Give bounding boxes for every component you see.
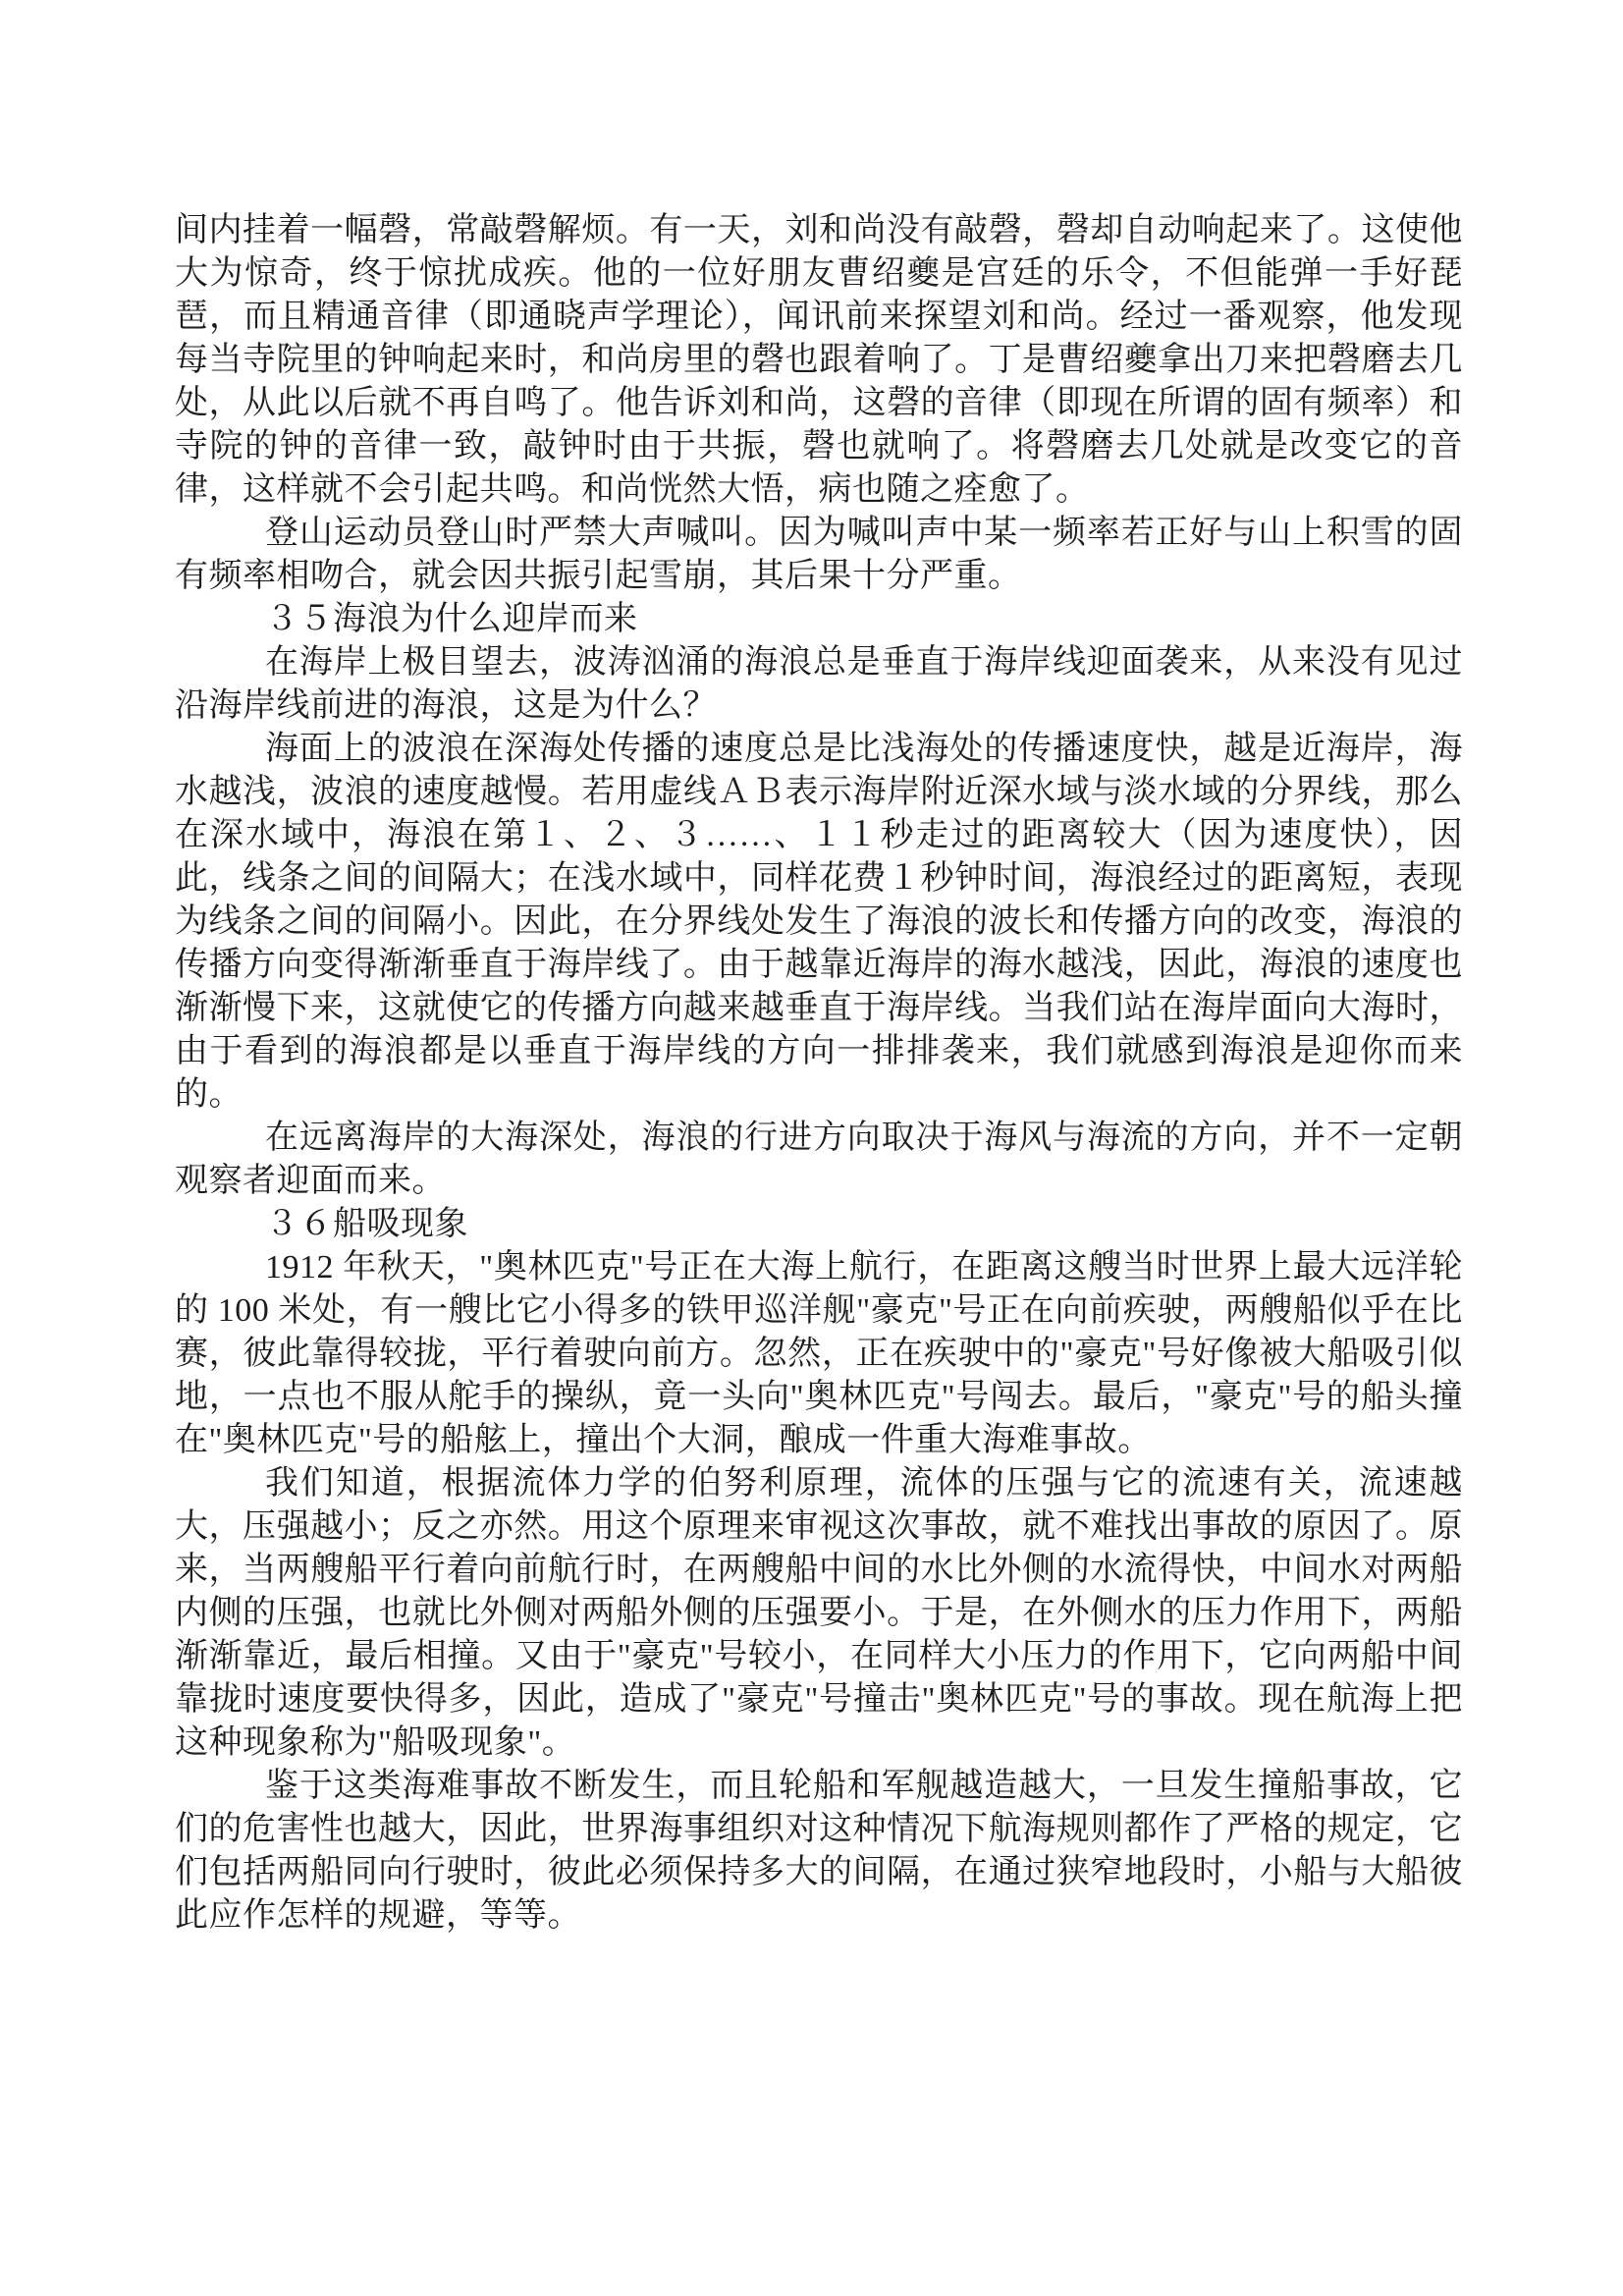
paragraph-qing-story-continuation: 间内挂着一幅磬，常敲磬解烦。有一天，刘和尚没有敲磬，磬却自动响起来了。这使他大为惊奇，终于惊扰成疾。他的一位好朋友曹绍夔是宫廷的乐令，不但能弹一手好琵琶，而且精通音律（即通晓声学理论），闻讯前来探望刘和尚。经过一番观察，他发现每当寺院里的钟响起来时，和尚房里的磬也跟着响了。丁是曹绍夔拿出刀来把磬磨去几处，从此以后就不再自鸣了。他告诉刘和尚，这磬的音律（即现在所谓的固有频率）和寺院的钟的音律一致，敲钟时由于共振，磬也就响了。将磬磨去几处就是改变它的音律，这样就不会引起共鸣。和尚恍然大悟，病也随之痊愈了。 xyxy=(175,212,1463,508)
paragraph-deep-sea-waves: 在远离海岸的大海深处，海浪的行进方向取决于海风与海流的方向，并不一定朝观察者迎面而来。 xyxy=(175,1120,1463,1199)
paragraph-waves-explanation: 海面上的波浪在深海处传播的速度总是比浅海处的传播速度快，越是近海岸，海水越浅，波浪的速度越慢。若用虚线ＡＢ表示海岸附近深水域与淡水域的分界线，那么在深水域中，海浪在第１、２、３……、１１秒走过的距离较大（因为速度快），因此，线条之间的间隔大；在浅水域中，同样花费１秒钟时间，海浪经过的距离短，表现为线条之间的间隔小。因此，在分界线处发生了海浪的波长和传播方向的改变，海浪的传播方向变得渐渐垂直于海岸线了。由于越靠近海岸的海水越浅，因此，海浪的速度也渐渐慢下来，这就使它的传播方向越来越垂直于海岸线。当我们站在海岸面向大海时，由于看到的海浪都是以垂直于海岸线的方向一排排袭来，我们就感到海浪是迎你而来的。 xyxy=(175,731,1463,1113)
paragraph-maritime-rules: 鉴于这类海难事故不断发生，而且轮船和军舰越造越大，一旦发生撞船事故，它们的危害性也越大，因此，世界海事组织对这种情况下航海规则都作了严格的规定，它们包括两船同向行驶时，彼此必须保持多大的间隔，在通过狭窄地段时，小船与大船彼此应作怎样的规避，等等。 xyxy=(175,1768,1463,1934)
text-column xyxy=(175,209,1463,1938)
paragraph-bernoulli-explanation: 我们知道，根据流体力学的伯努利原理，流体的压强与它的流速有关，流速越大，压强越小；反之亦然。用这个原理来审视这次事故，就不难找出事故的原因了。原来，当两艘船平行着向前航行时，在两艘船中间的水比外侧的水流得快，中间水对两船内侧的压强，也就比外侧对两船外侧的压强要小。于是，在外侧水的压力作用下，两船渐渐靠近，最后相撞。又由于"豪克"号较小，在同样大小压力的作用下，它向两船中间靠拢时速度要快得多，因此，造成了"豪克"号撞击"奥林匹克"号的事故。现在航海上把这种现象称为"船吸现象"。 xyxy=(175,1465,1463,1761)
paragraph-waves-question: 在海岸上极目望去，波涛汹涌的海浪总是垂直于海岸线迎面袭来，从来没有见过沿海岸线前进的海浪，这是为什么？ xyxy=(175,644,1463,724)
paragraph-mountaineering: 登山运动员登山时严禁大声喊叫。因为喊叫声中某一频率若正好与山上积雪的固有频率相吻合，就会因共振引起雪崩，其后果十分严重。 xyxy=(175,515,1463,594)
paragraph-olympic-hawke-accident: 1912 年秋天，"奥林匹克"号正在大海上航行，在距离这艘当时世界上最大远洋轮的 100 米处，有一艘比它小得多的铁甲巡洋舰"豪克"号正在向前疾驶，两艘船似乎在比赛，彼此靠得较拢，平行着驶向前方。忽然，正在疾驶中的"豪克"号好像被大船吸引似地，一点也不服从舵手的操纵，竟一头向"奥林匹克"号闯去。最后，"豪克"号的船头撞在"奥林匹克"号的船舷上，撞出个大洞，酿成一件重大海难事故。 xyxy=(175,1249,1463,1458)
section-heading-36: ３６船吸现象 xyxy=(265,1206,468,1242)
section-heading-35: ３５海浪为什么迎岸而来 xyxy=(265,601,638,637)
